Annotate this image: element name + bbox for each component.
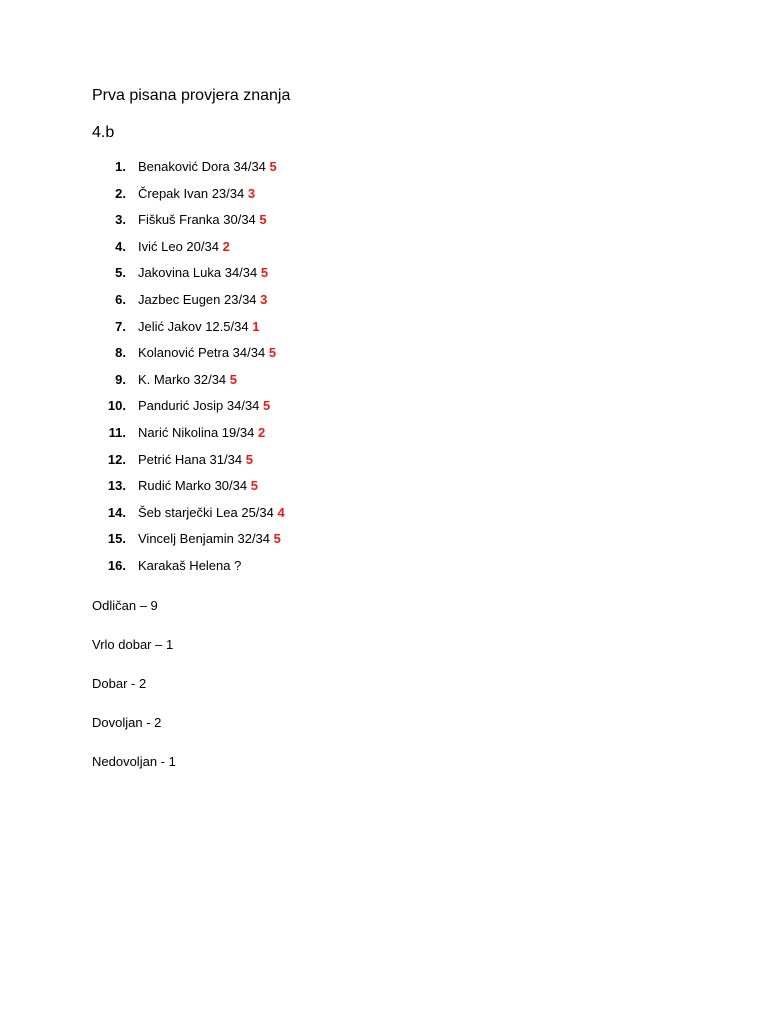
list-item-number: 13. — [107, 478, 126, 494]
student-grade: 3 — [260, 291, 268, 307]
student-name-score: Narić Nikolina 19/34 — [138, 424, 255, 440]
summary-item: Nedovoljan - 1 — [92, 754, 176, 769]
student-grade: 5 — [263, 398, 271, 414]
list-item-number: 3. — [115, 212, 126, 228]
list-item-content — [138, 503, 285, 523]
grade-summary-list — [92, 596, 176, 791]
list-item — [0, 343, 768, 370]
list-item-content — [138, 237, 230, 257]
list-item-content — [138, 210, 267, 230]
student-name-score: K. Marko 32/34 — [138, 371, 227, 387]
list-item — [0, 556, 768, 583]
list-item-content — [138, 476, 258, 496]
student-grade: 4 — [277, 504, 285, 520]
student-name-score: Jelić Jakov 12.5/34 — [138, 318, 249, 334]
list-item-content — [138, 184, 255, 204]
list-item-content — [138, 157, 277, 177]
list-item-content — [138, 290, 267, 310]
student-name-score: Jakovina Luka 34/34 — [138, 265, 258, 281]
student-name-score: Pandurić Josip 34/34 — [138, 398, 260, 414]
student-grade: 1 — [252, 318, 260, 334]
student-name-score: Jazbec Eugen 23/34 — [138, 291, 257, 307]
list-item-content — [138, 343, 276, 363]
summary-item: Dovoljan - 2 — [92, 715, 162, 730]
student-grade: 5 — [269, 159, 277, 174]
list-item — [0, 210, 768, 237]
list-item — [0, 370, 768, 397]
list-item-number: 14. — [107, 504, 126, 520]
student-name-score: Šeb starječki Lea 25/34 — [138, 504, 274, 520]
list-item-content — [138, 396, 270, 416]
summary-item: Dobar - 2 — [92, 676, 147, 691]
list-item-number: 6. — [115, 291, 126, 307]
list-item-number: 9. — [115, 371, 126, 387]
class-label: 4.b — [92, 124, 115, 141]
list-item-number: 5. — [115, 265, 126, 281]
student-grade: 5 — [273, 531, 281, 547]
list-item — [0, 503, 768, 530]
student-grade: 5 — [250, 478, 258, 494]
list-item — [0, 317, 768, 344]
list-item-number: 10. — [107, 398, 126, 414]
student-name-score: Karakaš Helena ? — [138, 557, 242, 573]
list-item-content — [138, 370, 237, 390]
student-name-score: Rudić Marko 30/34 — [138, 478, 248, 494]
list-item-number: 4. — [115, 238, 126, 254]
list-item — [0, 476, 768, 503]
list-item — [0, 263, 768, 290]
list-item — [0, 450, 768, 477]
list-item — [0, 157, 768, 184]
list-item-number: 7. — [115, 318, 126, 334]
list-item — [0, 237, 768, 264]
list-item-number: 15. — [107, 531, 126, 547]
student-name-score: Petrić Hana 31/34 — [138, 451, 243, 467]
student-grade: 5 — [268, 345, 277, 361]
student-grade: 2 — [257, 424, 266, 440]
list-item-number: 1. — [115, 159, 126, 174]
student-name-score: Kolanović Petra 34/34 — [138, 345, 266, 361]
list-item-number: 8. — [115, 345, 126, 361]
list-item-number: 12. — [107, 451, 126, 467]
list-item-content — [138, 529, 281, 549]
student-grade: 5 — [229, 371, 238, 387]
student-name-score: Ivić Leo 20/34 — [138, 238, 219, 254]
list-item — [0, 396, 768, 423]
student-grade: 5 — [259, 212, 267, 228]
student-grade: 5 — [245, 451, 253, 467]
list-item-content — [138, 317, 259, 337]
list-item-content — [138, 450, 253, 470]
student-name-score: Fiškuš Franka 30/34 — [138, 212, 256, 228]
list-item — [0, 423, 768, 450]
student-results-list — [0, 157, 768, 583]
student-grade: 2 — [222, 238, 230, 254]
summary-item: Odličan – 9 — [92, 598, 158, 613]
list-item — [0, 290, 768, 317]
list-item-content — [138, 423, 265, 443]
document-title: Prva pisana provjera znanja — [92, 87, 291, 104]
student-name-score: Benaković Dora 34/34 — [138, 159, 266, 174]
list-item — [0, 529, 768, 556]
list-item-number: 11. — [108, 424, 126, 440]
summary-item: Vrlo dobar – 1 — [92, 637, 174, 652]
list-item-content — [138, 263, 268, 283]
student-name-score: Vincelj Benjamin 32/34 — [138, 531, 271, 547]
list-item — [0, 184, 768, 211]
list-item-number: 16. — [107, 557, 126, 573]
list-item-content — [138, 556, 241, 576]
student-name-score: Črepak Ivan 23/34 — [138, 185, 245, 201]
list-item-number: 2. — [115, 185, 126, 201]
student-grade: 3 — [247, 185, 256, 201]
student-grade: 5 — [260, 265, 269, 281]
